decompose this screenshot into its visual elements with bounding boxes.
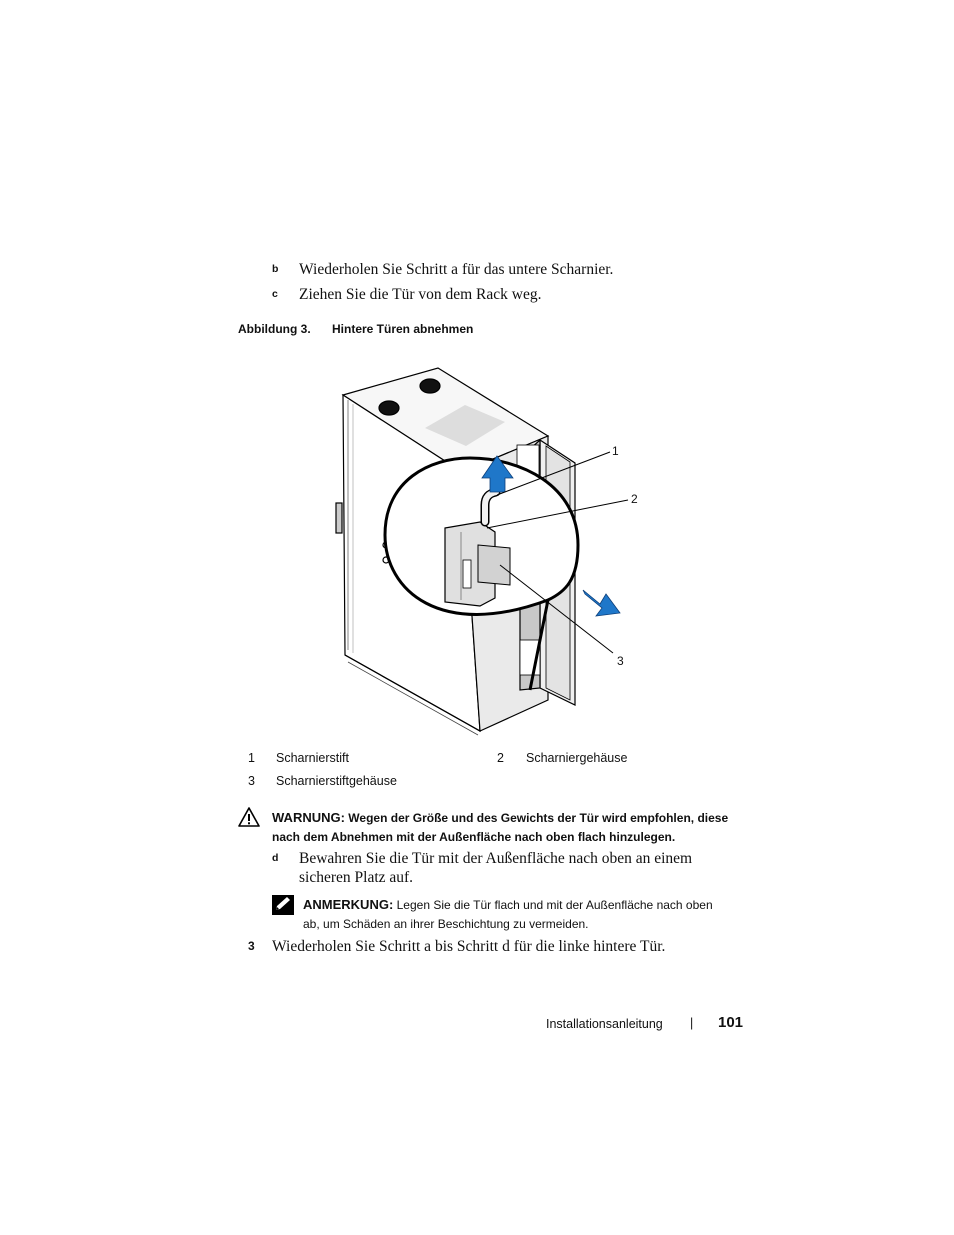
- step-number: 3: [248, 939, 255, 953]
- step-text: Wiederholen Sie Schritt a bis Schritt d für die linke hintere Tür.: [272, 938, 666, 955]
- step-text: Ziehen Sie die Tür von dem Rack weg.: [299, 286, 542, 303]
- warning-line2: nach dem Abnehmen mit der Außenfläche nach oben flach hinzulegen.: [272, 830, 676, 844]
- legend-number: 3: [248, 774, 255, 788]
- callout-3: 3: [617, 654, 624, 668]
- step-c: [272, 285, 732, 305]
- page-number: 101: [718, 1014, 744, 1031]
- figure-caption: [238, 322, 473, 336]
- step-letter: d: [272, 852, 279, 864]
- figure-label: Abbildung 3.: [238, 322, 311, 336]
- figure-title: Hintere Türen abnehmen: [332, 322, 474, 336]
- legend-label: Scharniergehäuse: [526, 751, 628, 765]
- arrow-right-icon: [583, 590, 620, 616]
- note-label: ANMERKUNG:: [303, 897, 394, 912]
- step-letter: b: [272, 263, 279, 275]
- step-text: Wiederholen Sie Schritt a für das untere Scharnier.: [299, 261, 614, 278]
- legend-label: Scharnierstiftgehäuse: [276, 774, 397, 788]
- legend-number: 1: [248, 751, 255, 765]
- step-b: [272, 260, 732, 280]
- legend-number: 2: [497, 751, 504, 765]
- step-d-line2: sicheren Platz auf.: [299, 869, 414, 886]
- legend-label: Scharnierstift: [276, 751, 349, 765]
- note-block: [303, 895, 743, 934]
- callout-1: 1: [612, 444, 619, 458]
- footer-separator: |: [690, 1016, 694, 1030]
- legend-item-2: [497, 751, 628, 765]
- note-pencil-icon: [271, 894, 295, 916]
- step-3: [248, 937, 728, 957]
- step-d: [272, 849, 732, 889]
- legend-item-1: [248, 751, 349, 765]
- step-d-line1: Bewahren Sie die Tür mit der Außenfläche nach oben an einem: [299, 850, 693, 867]
- note-line2: ab, um Schäden an ihrer Beschichtung zu vermeiden.: [303, 917, 589, 931]
- warning-line1: Wegen der Größe und des Gewichts der Tür wird empfohlen, diese: [348, 811, 729, 825]
- warning-block: [272, 808, 742, 847]
- rack-door-illustration: [330, 365, 630, 745]
- note-line1: Legen Sie die Tür flach und mit der Außenfläche nach oben: [396, 898, 713, 912]
- callout-2: 2: [631, 492, 638, 506]
- warning-triangle-icon: [238, 807, 260, 827]
- warning-label: WARNUNG:: [272, 810, 345, 825]
- legend-item-3: [248, 774, 397, 788]
- footer-title: Installationsanleitung: [546, 1017, 663, 1031]
- step-letter: c: [272, 288, 278, 300]
